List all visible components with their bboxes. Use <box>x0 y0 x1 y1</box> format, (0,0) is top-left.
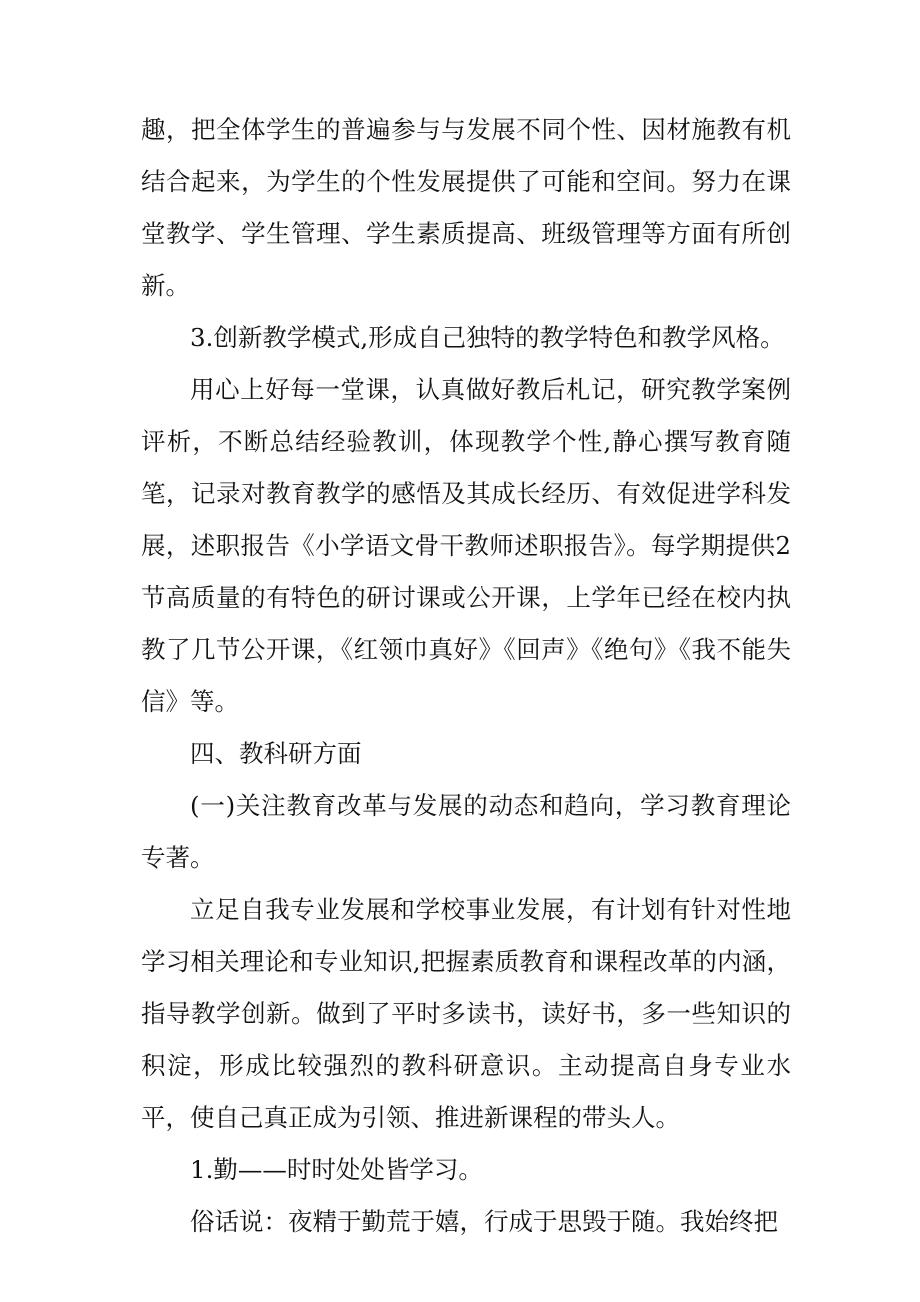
paragraph-professional-development: 立足自我专业发展和学校事业发展，有计划有针对性地学习相关理论和专业知识,把握素质教育和课程改革的内涵，指导教学创新。做到了平时多读书，读好书，多一些知识的积淀，形成比较强烈的教科研意识。主动提高自身专业水平，使自己真正成为引领、推进新课程的带头人。 <box>141 895 791 1132</box>
paragraph-heading-innovation: 3.创新教学模式,形成自己独特的教学特色和教学风格。 <box>190 323 785 352</box>
subsection-heading-education-reform: (一)关注教育改革与发展的动态和趋向，学习教育理论专著。 <box>141 791 791 872</box>
section-heading-research: 四、教科研方面 <box>190 739 362 768</box>
paragraph-continuation: 趣，把全体学生的普遍参与与发展不同个性、因材施教有机结合起来，为学生的个性发展提供了可能和空间。努力在课堂教学、学生管理、学生素质提高、班级管理等方面有所创新。 <box>141 115 791 300</box>
item-heading-diligence: 1.勤——时时处处皆学习。 <box>190 1155 483 1184</box>
paragraph-proverb: 俗话说：夜精于勤荒于嬉，行成于思毁于随。我始终把 <box>190 1207 778 1236</box>
paragraph-teaching-practice: 用心上好每一堂课，认真做好教后札记，研究教学案例评析，不断总结经验教训，体现教学个性,静心撰写教育随笔，记录对教育教学的感悟及其成长经历、有效促进学科发展，述职报告《小学语文骨干教师述职报告》。每学期提供2节高质量的有特色的研讨课或公开课，上学年已经在校内执教了几节公开课，《红领巾真好》《回声》《绝句》《我不能失信》等。 <box>141 375 791 716</box>
document-body <box>141 104 791 1248</box>
